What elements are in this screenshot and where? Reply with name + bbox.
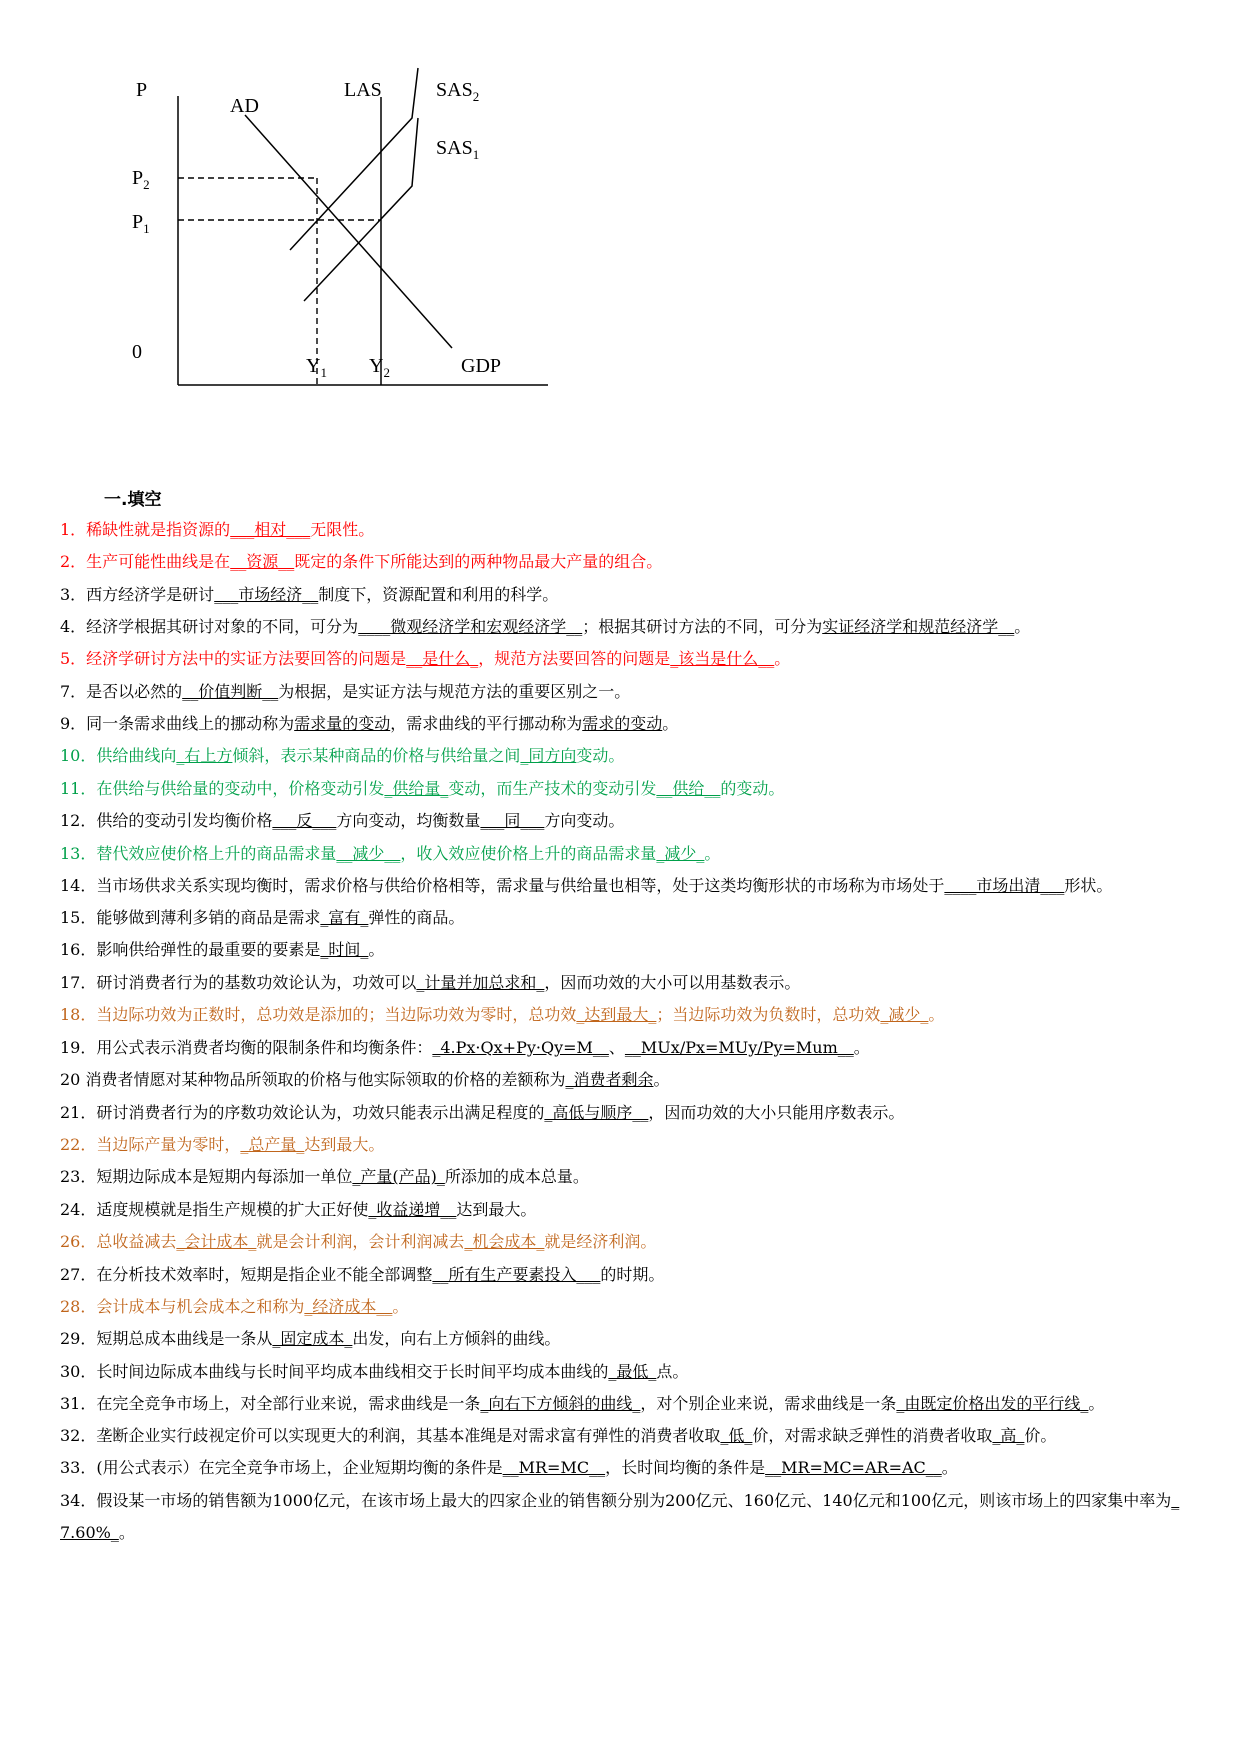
label-gdp: GDP <box>461 355 502 377</box>
question-text: 22．当边际产量为零时， <box>60 1134 241 1154</box>
list-item <box>60 1291 1180 1323</box>
answer-blank: _固定成本_ <box>272 1329 353 1349</box>
question-text: 9．同一条需求曲线上的挪动称为 <box>60 714 295 734</box>
label-y1: $Y_1$ <box>306 355 327 380</box>
sas1-curve <box>304 118 418 301</box>
answer-blank: _4.Px·Qx+Py·Qy=M__ <box>432 1037 609 1057</box>
answer-blank: _右上方 <box>176 746 233 766</box>
list-item <box>60 1032 1180 1064</box>
question-text: ；当边际功效为负数时，总功效 <box>656 1005 881 1025</box>
answer-blank: _时间_ <box>320 940 369 960</box>
answer-blank: __资源__ <box>230 552 295 572</box>
answer-blank: 需求量的变动 <box>294 714 391 734</box>
question-text: 24．适度规模就是指生产规模的扩大正好使 <box>60 1199 369 1219</box>
answer-blank: ____微观经济学和宏观经济学__ <box>358 617 583 637</box>
answer-blank: _产量(产品)_ <box>352 1167 445 1187</box>
answer-blank: _高低与顺序__ <box>544 1102 649 1122</box>
answer-blank: __供给__ <box>656 778 721 798</box>
question-text: 。 <box>368 940 385 960</box>
question-text: 出发，向右上方倾斜的曲线。 <box>352 1329 561 1349</box>
question-text: 13．替代效应使价格上升的商品需求量 <box>60 843 337 863</box>
answer-blank: _供给量_ <box>384 778 449 798</box>
answer-blank: __减少__ <box>336 843 401 863</box>
question-text: 19．用公式表示消费者均衡的限制条件和均衡条件： <box>60 1037 433 1057</box>
question-text: 就是经济利润。 <box>544 1232 657 1252</box>
answer-blank: 需求的变动 <box>582 714 663 734</box>
label-p2: $P_2$ <box>132 167 150 192</box>
answer-blank: __价值判断__ <box>182 681 279 701</box>
question-text: 17．研讨消费者行为的基数功效论认为，功效可以 <box>60 972 417 992</box>
question-text: 33．(用公式表示）在完全竞争市场上，企业短期均衡的条件是 <box>60 1458 503 1478</box>
list-item <box>60 708 1180 740</box>
answer-blank: _富有_ <box>320 908 369 928</box>
list-item <box>60 1356 1180 1388</box>
question-text: 。 <box>1088 1394 1105 1414</box>
answer-blank: 实证经济学和规范经济学__ <box>822 617 1015 637</box>
question-text: 11．在供给与供给量的变动中，价格变动引发 <box>60 778 385 798</box>
fill-in-items-list <box>60 514 1180 1549</box>
list-item <box>60 1161 1180 1193</box>
question-text: ，长时间均衡的条件是 <box>605 1458 766 1478</box>
ad-line <box>245 115 452 348</box>
question-text: 倾斜，表示某种商品的价格与供给量之间 <box>232 746 521 766</box>
answer-blank: _达到最大_ <box>576 1005 657 1025</box>
label-y2: $Y_2$ <box>369 355 390 380</box>
question-text: 方向变动，均衡数量 <box>336 811 481 831</box>
question-text: 的时期。 <box>600 1264 665 1284</box>
question-text: 达到最大。 <box>456 1199 537 1219</box>
question-text: ，对个别企业来说，需求曲线是一条 <box>640 1394 897 1414</box>
question-text: 形状。 <box>1064 876 1113 896</box>
question-text: 23．短期边际成本是短期内每添加一单位 <box>60 1167 353 1187</box>
question-text: 2．生产可能性曲线是在 <box>60 552 231 572</box>
list-item <box>60 643 1180 675</box>
label-sas1: $SAS_1$ <box>436 137 480 162</box>
answer-blank: ____市场出清___ <box>944 876 1065 896</box>
answer-blank: _高_ <box>992 1426 1025 1446</box>
list-item <box>60 579 1180 611</box>
question-text: 点。 <box>656 1361 689 1381</box>
label-origin: 0 <box>132 341 142 363</box>
question-text: 28．会计成本与机会成本之和称为 <box>60 1296 305 1316</box>
label-sas2: $SAS_2$ <box>436 79 480 104</box>
question-text: 10．供给曲线向 <box>60 746 177 766</box>
list-item <box>60 870 1180 902</box>
list-item <box>60 1452 1180 1484</box>
list-item <box>60 838 1180 870</box>
list-item <box>60 1064 1180 1096</box>
answer-blank: ___反___ <box>272 811 337 831</box>
list-item <box>60 1485 1180 1549</box>
list-item <box>60 902 1180 934</box>
question-text: 5．经济学研讨方法中的实证方法要回答的问题是 <box>60 649 407 669</box>
question-text: ，因而功效的大小可以用基数表示。 <box>544 972 801 992</box>
question-text: ，因而功效的大小只能用序数表示。 <box>648 1102 905 1122</box>
answer-blank: _向右下方倾斜的曲线_ <box>480 1394 641 1414</box>
question-text: 。 <box>662 714 679 734</box>
label-ad: AD <box>230 95 259 117</box>
question-text: 21．研讨消费者行为的序数功效论认为，功效只能表示出满足程度的 <box>60 1102 545 1122</box>
question-text: 30．长时间边际成本曲线与长时间平均成本曲线相交于长时间平均成本曲线的 <box>60 1361 609 1381</box>
list-item <box>60 773 1180 805</box>
answer-blank: ___同___ <box>480 811 545 831</box>
question-text: 20 消费者情愿对某种物品所领取的价格与他实际领取的价格的差额称为 <box>60 1070 566 1090</box>
question-text: 方向变动。 <box>544 811 625 831</box>
answer-blank: _减少_ <box>656 843 705 863</box>
question-text: 31．在完全竞争市场上，对全部行业来说，需求曲线是一条 <box>60 1394 481 1414</box>
question-text: 。 <box>853 1037 870 1057</box>
question-text: 变动。 <box>576 746 625 766</box>
question-text: 14．当市场供求关系实现均衡时，需求价格与供给价格相等，需求量与供给量也相等，处于这类均衡形状的市场称为市场处于 <box>60 876 945 896</box>
answer-blank: _该当是什么__ <box>670 649 775 669</box>
label-p1: $P_1$ <box>132 211 150 236</box>
answer-blank: ___相对___ <box>230 520 311 539</box>
question-text: ，需求曲线的平行挪动称为 <box>390 714 583 734</box>
question-text: 所添加的成本总量。 <box>444 1167 589 1187</box>
answer-blank: _低_ <box>720 1426 753 1446</box>
question-text: 。 <box>118 1522 135 1542</box>
list-item <box>60 1129 1180 1161</box>
answer-blank: __MUx/Px=MUy/Py=Mum__ <box>624 1037 854 1057</box>
answer-blank: _机会成本_ <box>464 1232 545 1252</box>
question-text: 无限性。 <box>310 520 375 539</box>
answer-blank: _消费者剩余 <box>565 1070 654 1090</box>
answer-blank: ___市场经济__ <box>214 584 319 604</box>
question-text: 32．垄断企业实行歧视定价可以实现更大的利润，其基本准绳是对需求富有弹性的消费者收取 <box>60 1426 721 1446</box>
question-text: ，规范方法要回答的问题是 <box>478 649 671 669</box>
question-text: 15．能够做到薄利多销的商品是需求 <box>60 908 321 928</box>
label-las: LAS <box>344 79 382 101</box>
answer-blank: _由既定价格出发的平行线_ <box>896 1394 1089 1414</box>
list-item <box>60 1420 1180 1452</box>
question-text: 就是会计利润，会计利润减去 <box>256 1232 465 1252</box>
question-text: 34．假设某一市场的销售额为1000亿元，在该市场上最大的四家企业的销售额分别为200亿元、160亿元、140亿元和100亿元，则该市场上的四家集中率为 <box>60 1490 1172 1510</box>
question-text: 。 <box>1014 617 1031 637</box>
label-p: P <box>136 79 148 101</box>
answer-blank: _收益递增__ <box>368 1199 457 1219</box>
question-text: 达到最大。 <box>304 1134 385 1154</box>
ad-as-diagram <box>110 60 570 434</box>
question-text: 7．是否以必然的 <box>60 681 183 701</box>
question-text: 。 <box>653 1070 670 1090</box>
question-text: 18．当边际功效为正数时，总功效是添加的；当边际功效为零时，总功效 <box>60 1005 577 1025</box>
list-item <box>60 546 1180 578</box>
question-text: 4．经济学根据其研讨对象的不同，可分为 <box>60 617 359 637</box>
list-item <box>60 514 1180 546</box>
question-text: ；根据其研讨方法的不同，可分为 <box>582 617 823 637</box>
question-text: 。 <box>392 1296 409 1316</box>
list-item <box>60 611 1180 643</box>
answer-blank: _总产量_ <box>240 1134 305 1154</box>
question-text: 27．在分析技术效率时，短期是指企业不能全部调整 <box>60 1264 433 1284</box>
answer-blank: __所有生产要素投入___ <box>432 1264 601 1284</box>
answer-blank: __MR=MC__ <box>502 1458 606 1478</box>
question-text: 。 <box>774 649 791 669</box>
question-text: 。 <box>928 1005 945 1025</box>
list-item <box>60 967 1180 999</box>
question-text: 。 <box>941 1458 958 1478</box>
question-text: 12．供给的变动引发均衡价格 <box>60 811 273 831</box>
question-text: ，收入效应使价格上升的商品需求量 <box>400 843 657 863</box>
list-item <box>60 1226 1180 1258</box>
list-item <box>60 1097 1180 1129</box>
question-text: 3．西方经济学是研讨 <box>60 584 215 604</box>
question-text: 16．影响供给弹性的最重要的要素是 <box>60 940 321 960</box>
answer-blank: _经济成本__ <box>304 1296 393 1316</box>
list-item <box>60 1259 1180 1291</box>
list-item <box>60 1388 1180 1420</box>
list-item <box>60 676 1180 708</box>
question-text: 的变动。 <box>720 778 785 798</box>
answer-blank: _减少_ <box>880 1005 929 1025</box>
question-text: 29．短期总成本曲线是一条从 <box>60 1329 273 1349</box>
question-text: 、 <box>608 1037 625 1057</box>
question-text: 价，对需求缺乏弹性的消费者收取 <box>752 1426 993 1446</box>
answer-blank: _7.60%_ <box>60 1490 1180 1542</box>
answer-blank: _最低_ <box>608 1361 657 1381</box>
answer-blank: _计量并加总求和_ <box>416 972 545 992</box>
list-item <box>60 1323 1180 1355</box>
list-item <box>60 999 1180 1031</box>
question-text: 弹性的商品。 <box>368 908 465 928</box>
ad-as-diagram-svg <box>110 60 570 430</box>
answer-blank: __MR=MC=AR=AC__ <box>765 1458 942 1478</box>
question-text: 价。 <box>1024 1426 1057 1446</box>
answer-blank: _同方向 <box>520 746 577 766</box>
answer-blank: __是什么_ <box>406 649 479 669</box>
answer-blank: _会计成本_ <box>176 1232 257 1252</box>
list-item <box>60 1194 1180 1226</box>
question-text: 既定的条件下所能达到的两种物品最大产量的组合。 <box>294 552 663 572</box>
question-text: 为根据，是实证方法与规范方法的重要区别之一。 <box>278 681 631 701</box>
question-text: 1．稀缺性就是指资源的 <box>60 520 231 539</box>
list-item <box>60 740 1180 772</box>
question-text: 制度下，资源配置和利用的科学。 <box>318 584 559 604</box>
question-text: 26．总收益减去 <box>60 1232 177 1252</box>
list-item <box>60 934 1180 966</box>
question-text: 。 <box>704 843 721 863</box>
section-title: 一.填空 <box>104 490 162 510</box>
question-text: 变动，而生产技术的变动引发 <box>448 778 657 798</box>
list-item <box>60 805 1180 837</box>
